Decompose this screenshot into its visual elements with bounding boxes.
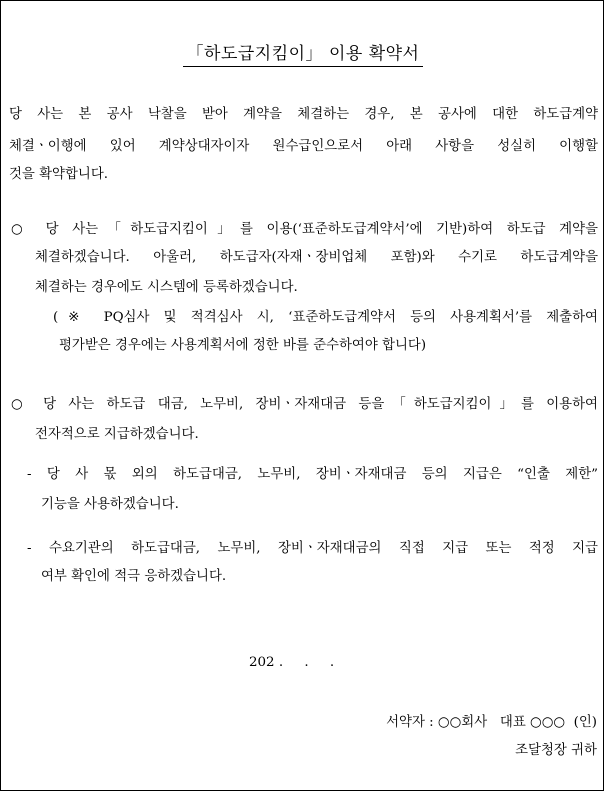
item2-sub2-line-2: 여부 확인에 적극 응하겠습니다.: [41, 569, 227, 584]
item2-line-1: ○ 당 사는 하도급 대금, 노무비, 장비ㆍ자재대금 등을「하도급지킴이」를 이용하여: [11, 397, 598, 412]
item2-sub1-line-2: 기능을 사용하겠습니다.: [41, 497, 179, 512]
item1-note-line-2: 평가받은 경우에는 사용계획서에 정한 바를 준수하여야 합니다): [59, 338, 427, 353]
intro-line-2: 체결ㆍ이행에 있어 계약상대자이자 원수급인으로서 아래 사항을 성실히 이행할: [9, 139, 598, 154]
date-field: 202 . . .: [249, 655, 335, 670]
item2-sub1-line-1: - 당 사 몫 외의 하도급대금, 노무비, 장비ㆍ자재대금 등의 지급은 “인출 제한”: [27, 467, 598, 482]
item1-note-line-1: (※ PQ심사 및 적격심사 시, ‘표준하도급계약서 등의 사용계획서’를 제출하여: [53, 310, 598, 325]
signer-line: 서약자 : ○○회사 대표 ○○○ (인): [386, 715, 597, 730]
item2-line-2: 전자적으로 지급하겠습니다.: [35, 427, 199, 442]
intro-line-1: 당 사는 본 공사 낙찰을 받아 계약을 체결하는 경우, 본 공사에 대한 하도급계약: [9, 107, 598, 122]
item2-sub2-line-1: - 수요기관의 하도급대금, 노무비, 장비ㆍ자재대금의 직접 지급 또는 적정 지급: [27, 541, 598, 556]
item1-line-3: 체결하는 경우에도 시스템에 등록하겠습니다.: [35, 280, 298, 295]
recipient-line: 조달청장 귀하: [515, 743, 597, 758]
document-title: 「하도급지킴이」 이용 확약서: [1, 39, 604, 64]
intro-line-3: 것을 확약합니다.: [9, 167, 109, 182]
item1-line-1: ○ 당 사는「하도급지킴이」를 이용(‘표준하도급계약서’에 기반)하여 하도급 계약을: [11, 222, 598, 237]
item1-line-2: 체결하겠습니다. 아울러, 하도급자(자재ㆍ장비업체 포함)와 수기로 하도급계약을: [35, 250, 598, 265]
